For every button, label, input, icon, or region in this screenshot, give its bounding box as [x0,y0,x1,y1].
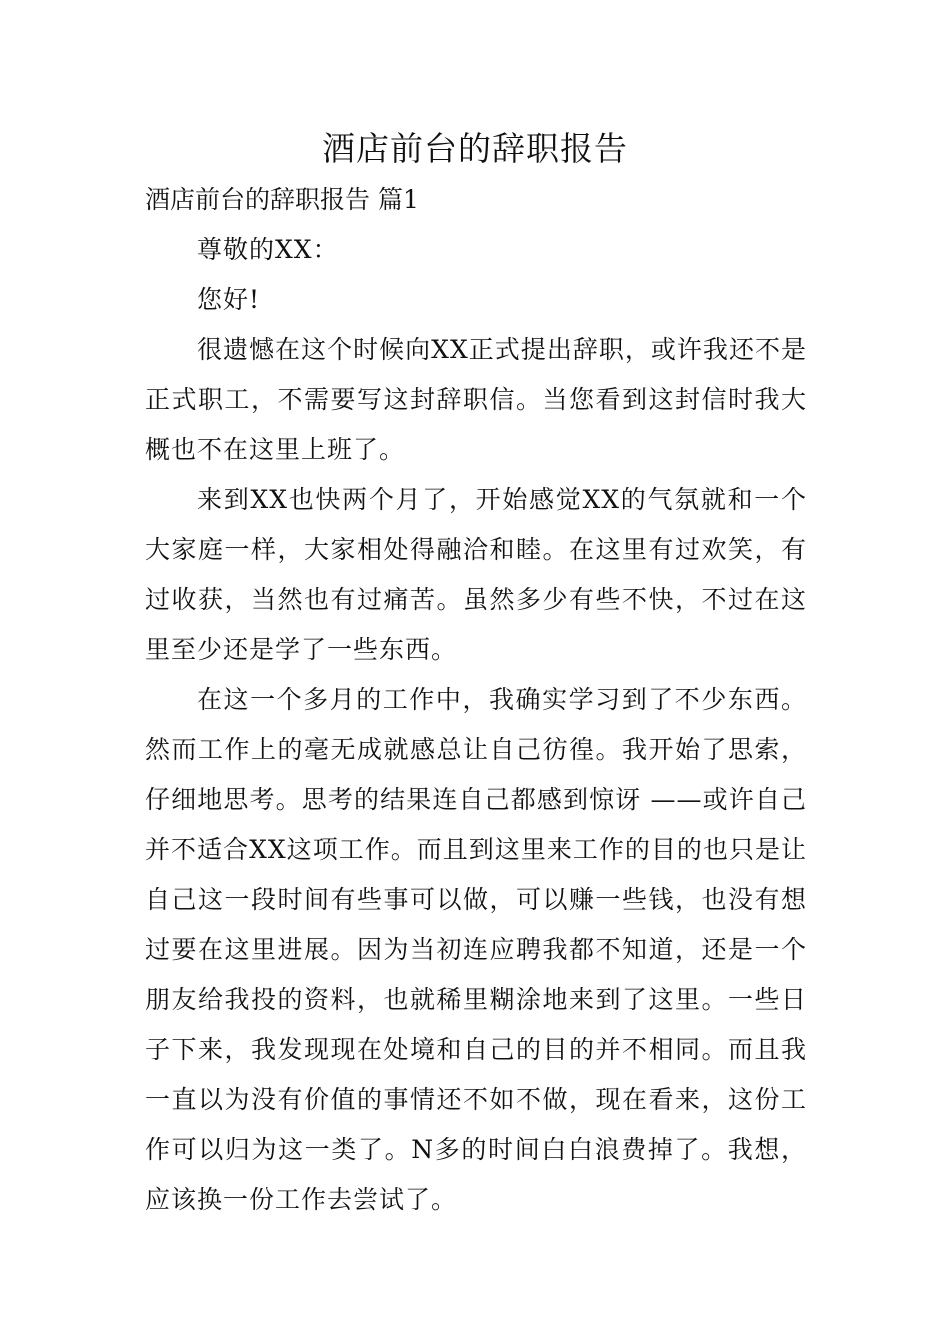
document-title: 酒店前台的辞职报告 [322,129,628,168]
paragraph: 在这一个多月的工作中，我确实学习到了不少东西。然而工作上的毫无成就感总让自己彷徨。我开始了思索，仔细地思考。思考的结果连自己都感到惊讶 ——或许自己并不适合XX这项工作。而且到这里来工作的目的也只是让自己这一段时间有些事可以做，可以赚一些钱，也没有想过要在这里进展。因为当初连应聘我都不知道，还是一个朋友给我投的资料，也就稀里糊涂地来到了这里。一些日子下来，我发现现在处境和自己的目的并不相同。而且我一直以为没有价值的事情还不如不做，现在看来，这份工作可以归为这一类了。N多的时间白白浪费掉了。我想，应该换一份工作去尝试了。 [145,685,807,1214]
paragraph: 很遗憾在这个时候向XX正式提出辞职，或许我还不是正式职工，不需要写这封辞职信。当您看到这封信时我大概也不在这里上班了。 [145,335,807,464]
section-heading: 酒店前台的辞职报告 篇1 [145,185,419,214]
greeting: 您好! [197,285,261,314]
paragraph: 来到XX也快两个月了，开始感觉XX的气氛就和一个大家庭一样，大家相处得融洽和睦。在这里有过欢笑，有过收获，当然也有过痛苦。虽然多少有些不快，不过在这里至少还是学了一些东西。 [145,485,807,664]
document-body [145,175,807,1225]
salutation: 尊敬的XX： [197,235,339,264]
